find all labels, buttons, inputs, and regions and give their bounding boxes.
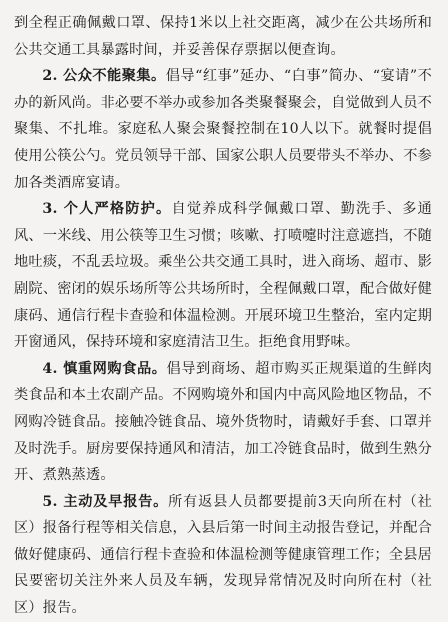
paragraph-4-online-food-shopping xyxy=(14,356,432,489)
paragraph-4-text: 倡导到商场、超市购买正规渠道的生鲜肉类食品和本土农副产品。不网购境外和国内中高风险地区物品，不网购冷链食品。接触冷链食品、境外货物时，请戴好手套、口罩并及时洗手。厨房要保持通风和清洁，加工冷链食品时，做到生熟分开、煮熟蒸透。 xyxy=(14,360,432,484)
paragraph-1-text: 到全程正确佩戴口罩、保持1米以上社交距离，减少在公共场所和公共交通工具暴露时间，并妥善保存票据以便查询。 xyxy=(14,15,432,58)
paragraph-3-heading: 3. 个人严格防护。 xyxy=(42,201,172,218)
paragraph-4-heading: 4. 慎重网购食品。 xyxy=(42,360,167,377)
paragraph-5-heading: 5. 主动及早报告。 xyxy=(42,493,169,510)
paragraph-2-text: 倡导“红事”延办、“白事”简办、“宴请”不办的新风尚。非必要不举办或参加各类聚餐聚会，自觉做到人员不聚集、不扎堆。家庭私人聚会聚餐控制在10人以下。就餐时提倡使用公筷公勺。党员领导干部、国家公职人员要带头不举办、不参加各类酒席宴请。 xyxy=(14,68,432,191)
paragraph-2-public-gathering xyxy=(14,63,432,196)
paragraph-5-text: 所有返县人员都要提前3天向所在村（社区）报备行程等相关信息，入县后第一时间主动报告登记，并配合做好健康码、通信行程卡查验和体温检测等健康管理工作；全县居民要密切关注外来人员及车辆，发现异常情况及时向所在村（社区）报告。 xyxy=(14,493,432,617)
paragraph-2-heading: 2. 公众不能聚集。 xyxy=(42,68,166,85)
paragraph-3-personal-protection xyxy=(14,196,432,356)
paragraph-1-continued xyxy=(14,10,432,63)
paragraph-5-early-reporting xyxy=(14,489,432,622)
paragraph-3-text: 自觉养成科学佩戴口罩、勤洗手、多通风、一米线、用公筷等卫生习惯；咳嗽、打喷嚏时注意遮挡，不随地吐痰，不乱丢垃圾。乘坐公共交通工具时，进入商场、超市、影剧院、密闭的娱乐场所等公共场所时，全程佩戴口罩，配合做好健康码、通信行程卡查验和体温检测。开展环境卫生整治，室内定期开窗通风，保持环境和家庭清洁卫生。拒绝食用野味。 xyxy=(14,201,432,351)
